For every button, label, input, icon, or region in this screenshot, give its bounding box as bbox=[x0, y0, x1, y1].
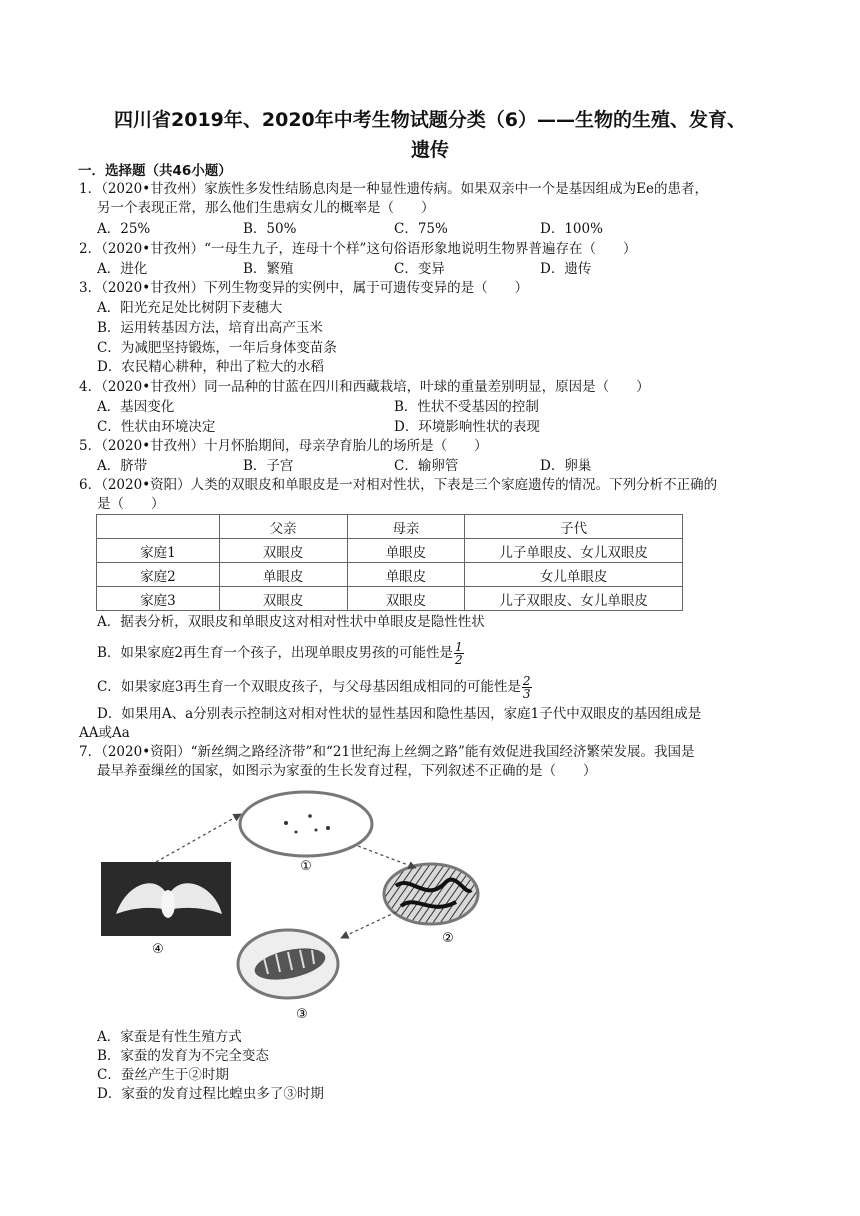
q1-stem-1: 1．（2020•甘孜州）家族性多发性结肠息肉是一种显性遗传病。如果双亲中一个是基因组成为Ee的患者， bbox=[79, 181, 709, 197]
arrow-egg-to-larva bbox=[358, 846, 416, 868]
q5-stem: 5．（2020•甘孜州）十月怀胎期间，母亲孕育胎儿的场所是（ ） bbox=[79, 438, 488, 454]
table-cell: 单眼皮 bbox=[347, 563, 465, 587]
table-cell: 双眼皮 bbox=[347, 587, 465, 611]
table-cell: 家庭3 bbox=[97, 587, 220, 611]
stage-egg bbox=[240, 792, 372, 856]
table-row bbox=[97, 587, 683, 611]
family-genetics-table bbox=[96, 514, 683, 611]
q3-option-d: D．农民精心耕种，种出了粒大的水稻 bbox=[97, 359, 324, 375]
q4-option-c: C．性状由环境决定 bbox=[97, 419, 216, 435]
fraction-one-half bbox=[454, 641, 464, 666]
stage-pupa bbox=[238, 930, 338, 998]
q5-option-d: D．卵巢 bbox=[540, 458, 592, 474]
table-cell: 单眼皮 bbox=[219, 563, 347, 587]
silkworm-lifecycle-figure bbox=[96, 786, 556, 1026]
q2-option-d: D．遗传 bbox=[540, 261, 592, 277]
q5-option-c: C．输卵管 bbox=[394, 458, 459, 474]
table-cell: 家庭2 bbox=[97, 563, 220, 587]
table-cell: 儿子单眼皮、女儿双眼皮 bbox=[465, 539, 683, 563]
q6-stem-1: 6．（2020•资阳）人类的双眼皮和单眼皮是一对相对性状，下表是三个家庭遗传的情况。下列分析不正确的 bbox=[79, 477, 718, 493]
q7-option-d: D．家蚕的发育过程比蝗虫多了③时期 bbox=[97, 1086, 324, 1102]
arrow-larva-to-pupa bbox=[341, 912, 396, 938]
page-title-line2: 遗传 bbox=[410, 139, 449, 161]
q4-option-a: A．基因变化 bbox=[97, 399, 175, 415]
figure-label-1: ① bbox=[300, 859, 312, 874]
q2-option-c: C．变异 bbox=[394, 261, 445, 277]
q7-stem-1: 7．（2020•资阳）“新丝绸之路经济带”和“21世纪海上丝绸之路”能有效促进我国经济繁荣发展。我国是 bbox=[79, 744, 695, 760]
q7-stem-2: 最早养蚕缫丝的国家，如图示为家蚕的生长发育过程，下列叙述不正确的是（ ） bbox=[97, 763, 597, 779]
fraction-numerator: 1 bbox=[455, 640, 463, 654]
q3-option-c: C．为减肥坚持锻炼，一年后身体变苗条 bbox=[97, 340, 337, 356]
fraction-denominator: 2 bbox=[455, 653, 463, 667]
q2-stem: 2．（2020•甘孜州）“一母生九子，连母十个样”这句俗语形象地说明生物界普遍存在（ ） bbox=[79, 241, 637, 257]
table-header-cell bbox=[97, 515, 220, 539]
section-heading: 一．选择题（共46小题） bbox=[78, 163, 232, 179]
q6-option-c-text: C．如果家庭3再生育一个双眼皮孩子，与父母基因组成相同的可能性是 bbox=[97, 679, 521, 695]
table-cell: 双眼皮 bbox=[219, 587, 347, 611]
table-row bbox=[97, 539, 683, 563]
figure-label-2: ② bbox=[442, 931, 454, 946]
fraction-two-thirds bbox=[522, 675, 532, 700]
q6-option-a: A．据表分析，双眼皮和单眼皮这对相对性状中单眼皮是隐性性状 bbox=[97, 614, 485, 630]
q6-option-b-text: B．如果家庭2再生育一个孩子，出现单眼皮男孩的可能性是 bbox=[97, 645, 454, 661]
q7-option-b: B．家蚕的发育为不完全变态 bbox=[97, 1048, 269, 1064]
table-cell: 儿子双眼皮、女儿单眼皮 bbox=[465, 587, 683, 611]
q4-stem: 4．（2020•甘孜州）同一品种的甘蓝在四川和西藏栽培，叶球的重量差别明显，原因是（ ） bbox=[79, 379, 650, 395]
table-cell: 单眼皮 bbox=[347, 539, 465, 563]
q3-stem: 3．（2020•甘孜州）下列生物变异的实例中，属于可遗传变异的是（ ） bbox=[79, 280, 529, 296]
table-header-cell: 母亲 bbox=[347, 515, 465, 539]
table-cell: 女儿单眼皮 bbox=[465, 563, 683, 587]
table-header-row bbox=[97, 515, 683, 539]
q4-option-d: D．环境影响性状的表现 bbox=[394, 419, 540, 435]
table-cell: 家庭1 bbox=[97, 539, 220, 563]
figure-label-4: ④ bbox=[152, 942, 164, 957]
figure-label-3: ③ bbox=[296, 1007, 308, 1022]
q7-option-a: A．家蚕是有性生殖方式 bbox=[97, 1029, 242, 1045]
q4-option-b: B．性状不受基因的控制 bbox=[394, 399, 539, 415]
q2-option-b: B．繁殖 bbox=[243, 261, 294, 277]
table-row bbox=[97, 563, 683, 587]
q3-option-a: A．阳光充足处比树阴下麦穗大 bbox=[97, 300, 283, 316]
arrow-moth-to-egg bbox=[156, 814, 241, 862]
q1-stem-2: 另一个表现正常，那么他们生患病女儿的概率是（ ） bbox=[97, 200, 435, 216]
q6-option-c bbox=[97, 675, 532, 700]
q6-option-b bbox=[97, 641, 464, 666]
table-header-cell: 父亲 bbox=[219, 515, 347, 539]
stage-moth bbox=[101, 862, 231, 936]
q6-stem-2: 是（ ） bbox=[97, 496, 165, 512]
table-cell: 双眼皮 bbox=[219, 539, 347, 563]
q7-option-c: C．蚕丝产生于②时期 bbox=[97, 1067, 229, 1083]
q6-option-d-2: AA或Aa bbox=[79, 725, 130, 741]
stage-larva bbox=[384, 864, 478, 924]
q1-option-a: A．25% bbox=[97, 221, 151, 237]
q2-option-a: A．进化 bbox=[97, 261, 148, 277]
page-title-line1: 四川省2019年、2020年中考生物试题分类（6）——生物的生殖、发育、 bbox=[114, 109, 746, 131]
q5-option-a: A．脐带 bbox=[97, 458, 148, 474]
q6-option-d-1: D．如果用A、a分别表示控制这对相对性状的显性基因和隐性基因，家庭1子代中双眼皮的基因组成是 bbox=[97, 706, 702, 722]
q1-option-d: D．100% bbox=[540, 221, 603, 237]
q3-option-b: B．运用转基因方法，培育出高产玉米 bbox=[97, 320, 323, 336]
q5-option-b: B．子宫 bbox=[243, 458, 294, 474]
fraction-numerator: 2 bbox=[522, 674, 531, 688]
q1-option-b: B．50% bbox=[243, 221, 297, 237]
q1-option-c: C．75% bbox=[394, 221, 448, 237]
fraction-denominator: 3 bbox=[522, 687, 531, 701]
table-header-cell: 子代 bbox=[465, 515, 683, 539]
